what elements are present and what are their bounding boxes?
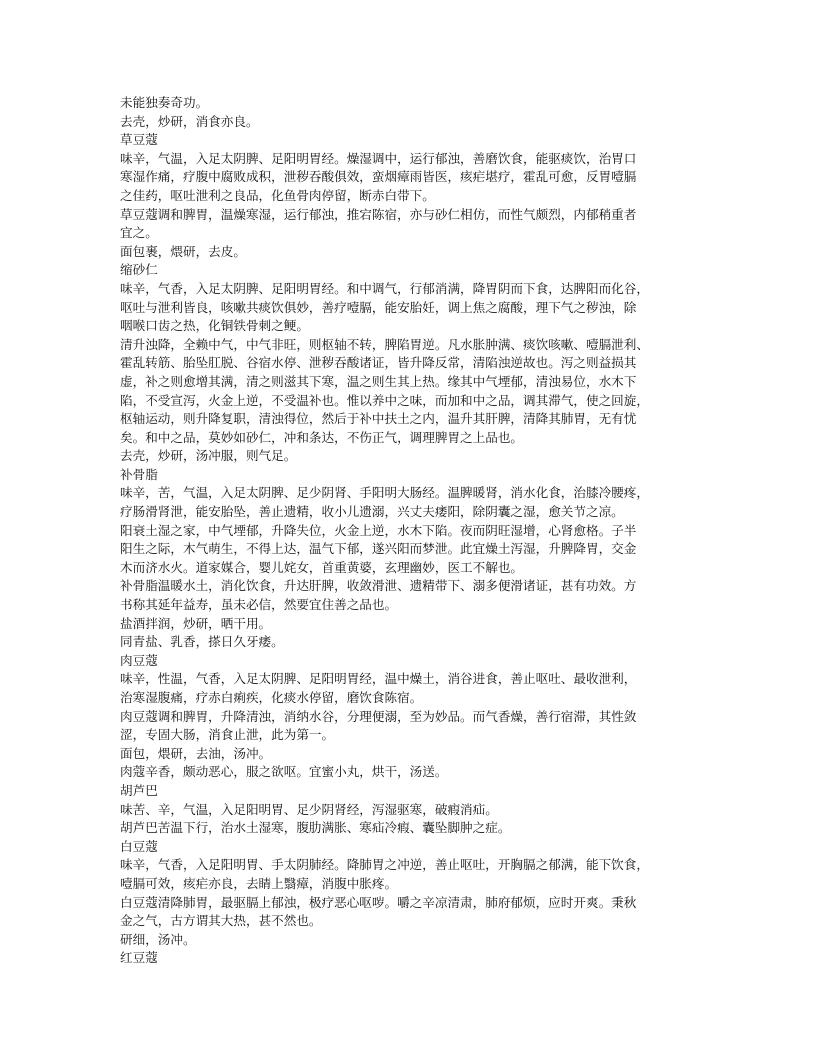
text-line: 咽喉口齿之热，化铜铁骨刺之鲠。 [120, 318, 309, 334]
text-line: 虚，补之则愈增其满，清之则滋其下寒，温之则生其上热。缘其中气堙郁，清浊易位，水木下 [120, 373, 637, 389]
text-line: 肉豆蔻调和脾胃，升降清浊，消纳水谷，分理便溺，至为妙品。而气香燥，善行宿滞，其性敛 [120, 708, 637, 724]
text-line: 枢轴运动，则升降复职，清浊得位，然后于补中扶土之内，温升其肝脾，清降其肺胃，无有忧 [120, 411, 637, 427]
text-line: 白豆蔻清降肺胃，最驱膈上郁浊，极疗恶心呕哕。嚼之辛凉清肃，肺府郁烦，应时开爽。秉秋 [120, 894, 637, 910]
text-line: 味辛，气香，入足阳明胃、手太阴肺经。降肺胃之冲逆，善止呕吐，开胸膈之郁满，能下饮食， [120, 857, 649, 873]
text-line: 研细，汤冲。 [120, 931, 196, 947]
text-line: 盐酒拌润，炒研，晒干用。 [120, 615, 272, 631]
text-line: 去壳，炒研，汤冲服，则气足。 [120, 448, 297, 464]
text-line: 治寒湿腹痛，疗赤白痢疾，化痰水停留，磨饮食陈宿。 [120, 690, 423, 705]
herb-heading: 肉豆蔻 [120, 652, 158, 668]
text-line: 味辛，性温，气香，入足太阴脾、足阳明胃经，温中燥土，消谷进食，善止呕吐、最收泄利， [120, 671, 637, 687]
text-line: 补骨脂温暖水土，消化饮食，升达肝脾，收敛滑泄、遗精带下、溺多便滑诸证，甚有功效。方 [120, 578, 637, 594]
text-line: 面包裹，煨研，去皮。 [120, 243, 246, 259]
text-line: 宜之。 [120, 225, 158, 241]
text-line: 矣。和中之品，莫妙如砂仁，冲和条达，不伤正气，调理脾胃之上品也。 [120, 429, 523, 445]
text-line: 涩，专固大肠，消食止泄，此为第一。 [120, 727, 335, 743]
text-line: 书称其延年益寿，虽未必信，然要宜住善之品也。 [120, 597, 398, 613]
text-line: 阳生之际，木气萌生，不得上达，温气下郁，遂兴阳而梦泄。此宜燥土泻湿，升脾降胃，交金 [120, 541, 637, 557]
text-line: 面包，煨研，去油，汤冲。 [120, 745, 272, 761]
text-line: 木而济水火。道家媒合，婴儿姹女，首重黄婆，玄理幽妙，医工不解也。 [120, 559, 523, 575]
text-line: 之佳药，呕吐泄利之良品，化鱼骨肉停留，断赤白带下。 [120, 187, 435, 203]
herb-heading: 草豆蔻 [120, 132, 158, 148]
text-line: 寒湿作痛，疗腹中腐败成积，泄秽吞酸俱效，蛮烟瘴雨皆医，痎疟堪疗，霍乱可愈，反胃噎膈 [120, 169, 637, 185]
text-line: 清升浊降，全赖中气，中气非旺，则枢轴不转，脾陷胃逆。凡水胀肿满、痰饮咳嗽、噎膈泄利、 [120, 336, 649, 352]
text-line: 肉蔻辛香，颇动恶心，服之欲呕。宜蜜小丸，烘干，汤送。 [120, 764, 448, 780]
text-line: 草豆蔻调和脾胃，温燥寒湿，运行郁浊，推宕陈宿，亦与砂仁相仿，而性气颇烈，内郁稍重者 [120, 206, 637, 222]
text-line: 胡芦巴苦温下行，治水土湿寒，腹肋满胀、寒疝冷瘕、囊坠脚肿之症。 [120, 820, 511, 836]
text-line: 呕吐与泄利皆良，咳嗽共痰饮俱妙，善疗噎膈，能安胎妊，调上焦之腐酸，理下气之秽浊，除 [120, 299, 637, 315]
text-line: 陷，不受宣泻，火金上逆，不受温补也。惟以养中之味，而加和中之品，调其滞气，使之回旋， [120, 392, 649, 408]
herb-heading: 缩砂仁 [120, 262, 158, 278]
text-line: 疗肠滑肾泄，能安胎坠，善止遗精，收小儿遗溺，兴丈夫痿阳，除阴囊之湿，愈关节之凉。 [120, 504, 624, 520]
text-line: 去壳，炒研，消食亦良。 [120, 113, 259, 129]
text-line: 阳衰土湿之家，中气堙郁，升降失位，火金上逆，水木下陷。夜而阴旺湿增，心肾愈格。子半 [120, 522, 637, 538]
text-line: 未能独奏奇功。 [120, 95, 209, 110]
text-line: 霍乱转筋、胎坠肛脱、谷宿水停、泄秽吞酸诸证，皆升降反常，清陷浊逆故也。泻之则益损其 [120, 355, 637, 371]
herb-heading: 红豆蔻 [120, 950, 158, 966]
text-line: 同青盐、乳香，搽日久牙痿。 [120, 634, 284, 650]
text-line: 味辛，气香，入足太阴脾、足阳明胃经。和中调气，行郁消满，降胃阴而下食，达脾阳而化谷， [120, 280, 649, 296]
document-page [120, 94, 700, 968]
herb-heading: 补骨脂 [120, 466, 158, 482]
herb-heading: 白豆蔻 [120, 838, 158, 854]
text-line: 味苦、辛，气温，入足阳明胃、足少阴肾经，泻湿驱寒，破瘕消疝。 [120, 801, 498, 817]
text-line: 味辛，气温，入足太阴脾、足阳明胃经。燥湿调中，运行郁浊，善磨饮食，能驱痰饮，治胃口 [120, 150, 637, 166]
text-line: 金之气，古方谓其大热，甚不然也。 [120, 913, 322, 929]
text-line: 噎膈可效，痎疟亦良，去睛上翳瘴，消腹中胀疼。 [120, 875, 398, 891]
text-line: 味辛，苦，气温，入足太阴脾、足少阴肾、手阳明大肠经。温脾暖肾，消水化食，治膝冷腰疼， [120, 485, 649, 501]
herb-heading: 胡芦巴 [120, 782, 158, 798]
